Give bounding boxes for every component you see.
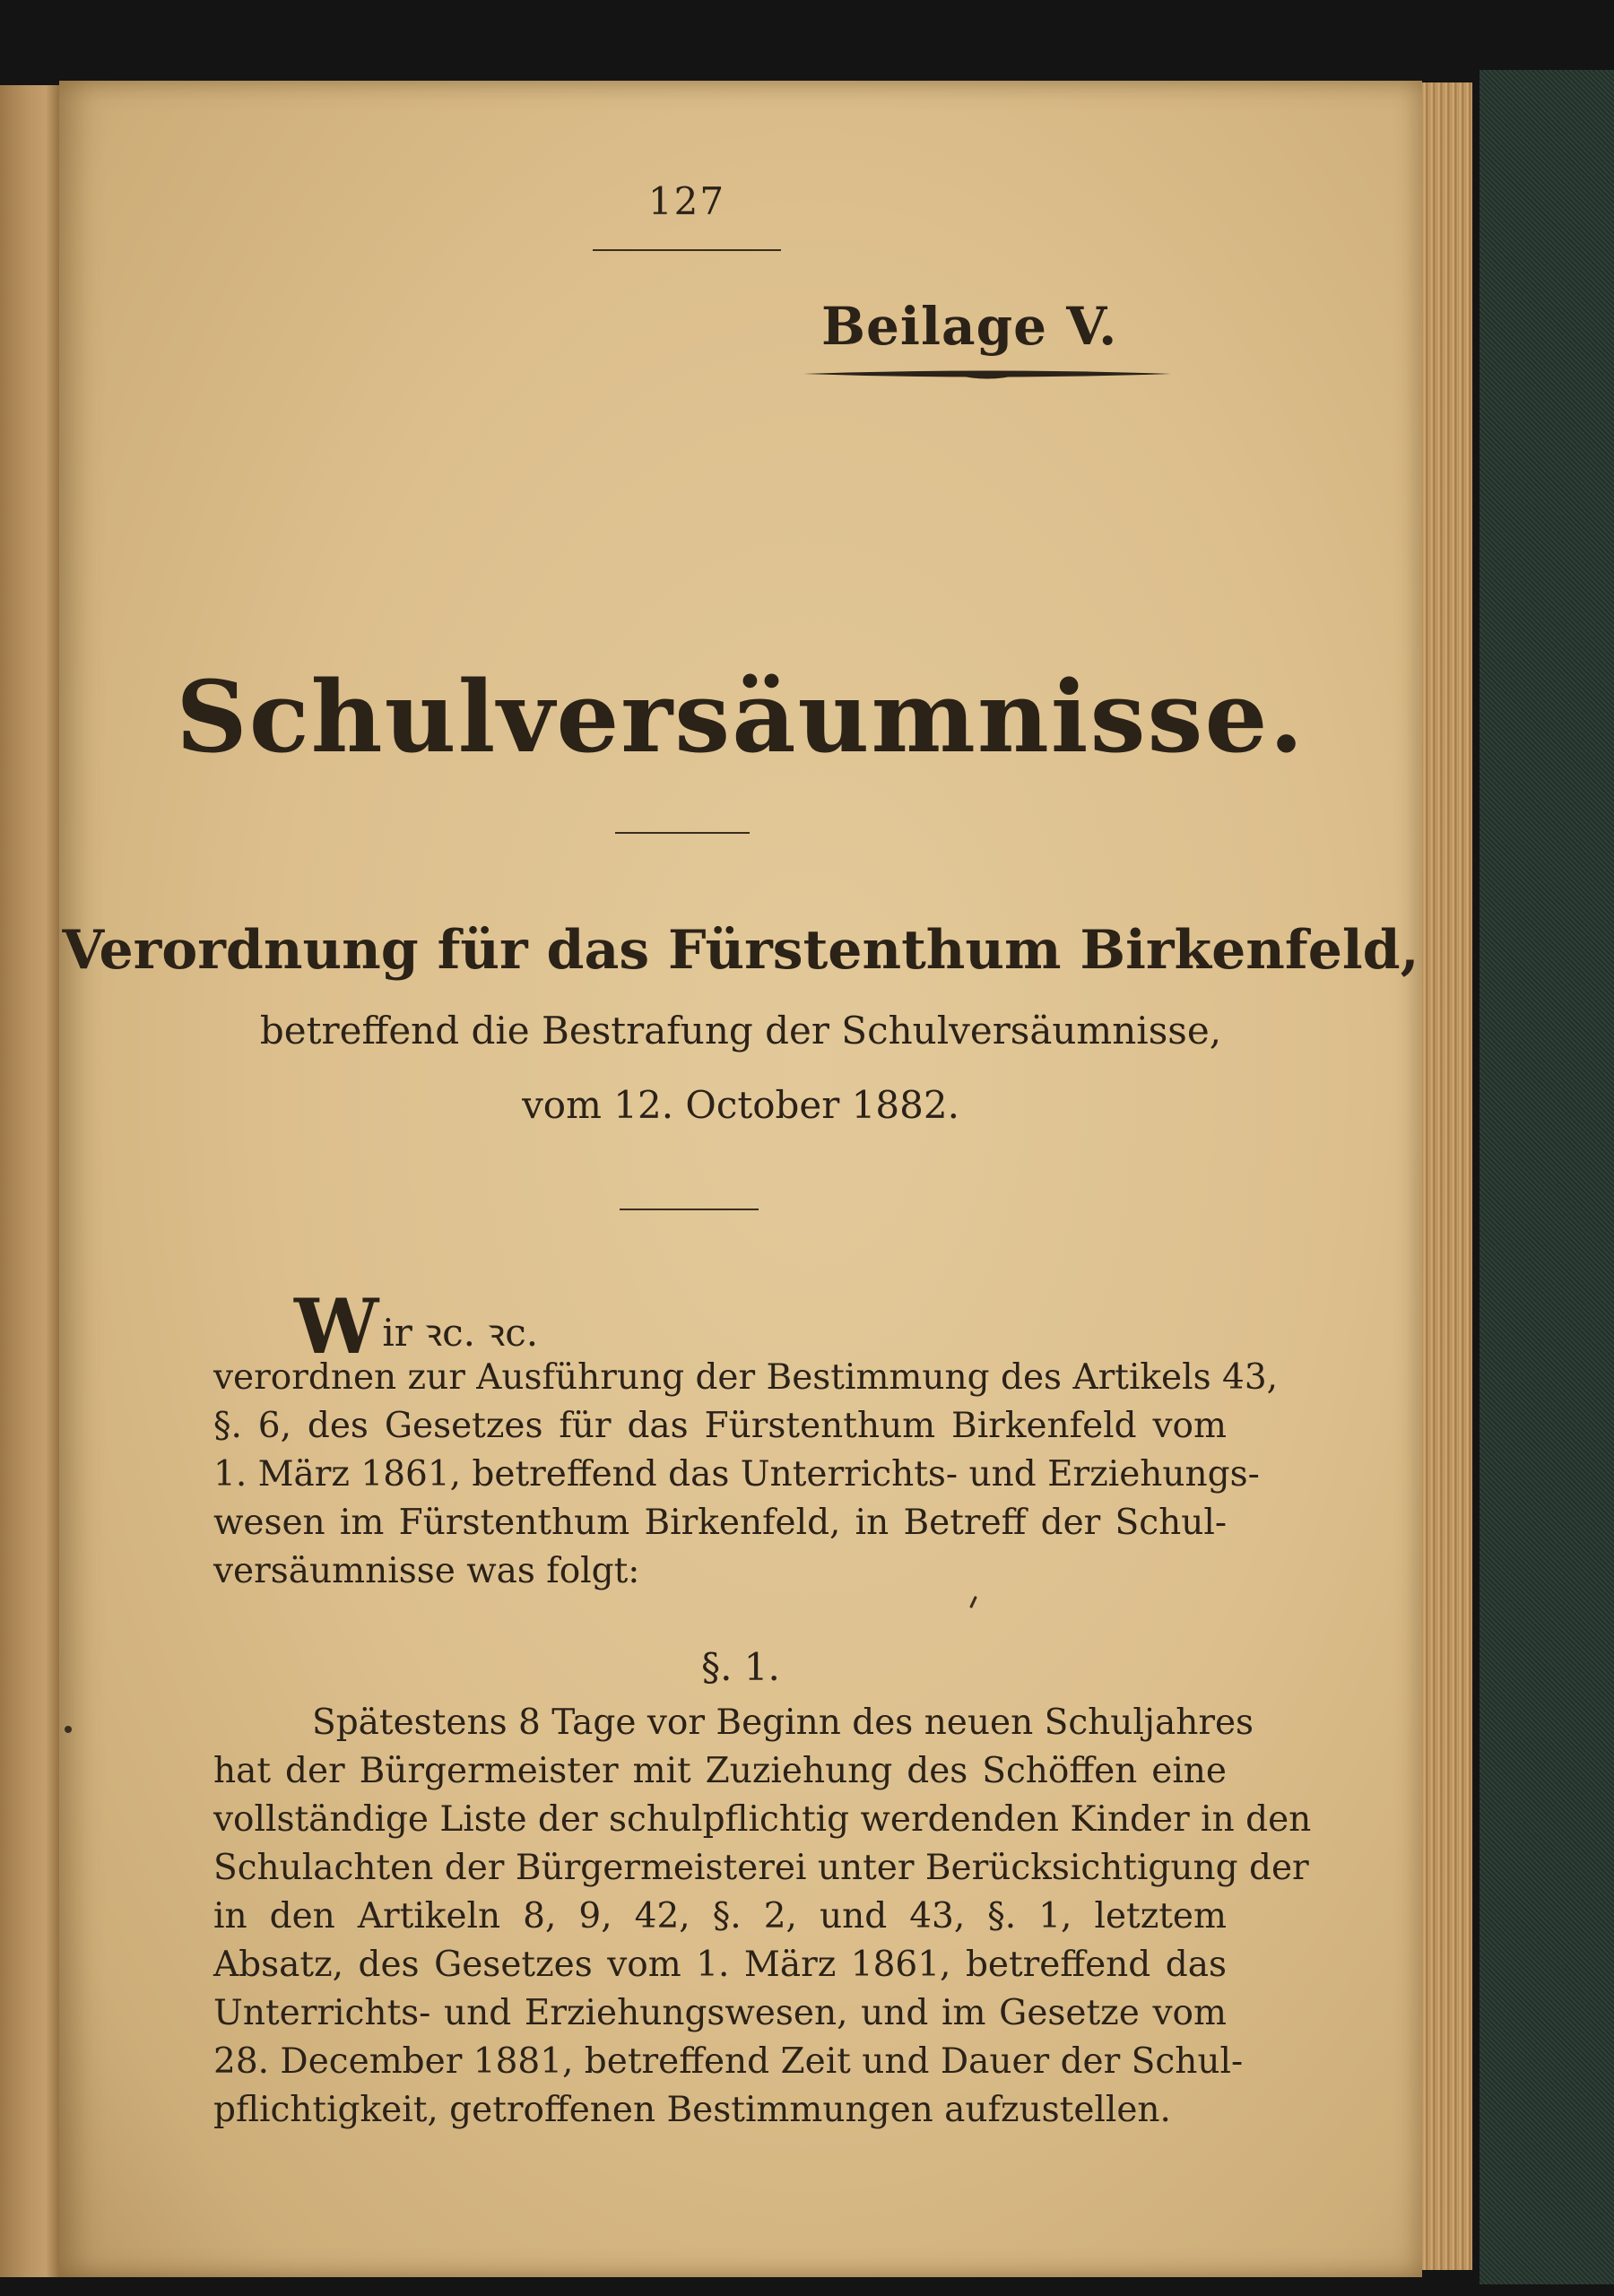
paper-speck (65, 1726, 72, 1733)
page-number-rule (593, 249, 781, 251)
text-line: §. 6, des Gesetzes für das Fürstenthum Birkenfeld vom (213, 1406, 1227, 1446)
salutation-rest: ir ꝛc. ꝛc. (382, 1311, 539, 1355)
ordinance-heading: Verordnung für das Fürstenthum Birkenfeld, (62, 919, 1419, 982)
section-heading: §. 1. (701, 1645, 780, 1689)
text-line: in den Artikeln 8, 9, 42, §. 2, und 43, §. 1, letztem (213, 1896, 1227, 1936)
ordinance-date: vom 12. October 1882. (522, 1083, 959, 1127)
appendix-label: Beilage V. (821, 296, 1118, 357)
left-facing-page-edge (0, 85, 61, 2277)
text-line: vollständige Liste der schulpflichtig werdenden Kinder in den (213, 1799, 1312, 1840)
ordinance-subheading: betreffend die Bestrafung der Schulversäumnisse, (259, 1009, 1222, 1053)
main-title: Schulversäumnisse. (176, 659, 1306, 775)
book-cover (1480, 70, 1614, 2284)
text-line: 28. December 1881, betreffend Zeit und Dauer der Schul- (213, 2041, 1244, 2082)
page-number: 127 (647, 179, 726, 223)
title-rule (615, 832, 750, 834)
appendix-ornament-underline (803, 366, 1171, 382)
date-rule (620, 1209, 759, 1210)
paper-speck (969, 1596, 977, 1608)
text-line: Unterrichts- und Erziehungswesen, und im Gesetze vom (213, 1993, 1227, 2033)
text-line: Absatz, des Gesetzes vom 1. März 1861, betreffend das (213, 1945, 1227, 1985)
text-line: Spätestens 8 Tage vor Beginn des neuen Schuljahres (312, 1703, 1254, 1743)
intro-paragraph (213, 1354, 1279, 1596)
text-line: verordnen zur Ausführung der Bestimmung des Artikels 43, (213, 1357, 1279, 1398)
book-page (59, 81, 1422, 2277)
text-line: 1. März 1861, betreffend das Unterrichts- und Erziehungs- (213, 1454, 1260, 1495)
text-line: pflichtigkeit, getroffenen Bestimmungen aufzustellen. (213, 2090, 1171, 2130)
section-1-paragraph (213, 1699, 1312, 2135)
text-line: Schulachten der Bürgermeisterei unter Berücksichtigung der (213, 1848, 1309, 1888)
salutation-initial: W (294, 1282, 379, 1371)
text-line: wesen im Fürstenthum Birkenfeld, in Betreff der Schul- (213, 1503, 1227, 1543)
text-line: hat der Bürgermeister mit Zuziehung des Schöffen eine (213, 1751, 1227, 1791)
text-line: versäumnisse was folgt: (213, 1551, 640, 1591)
